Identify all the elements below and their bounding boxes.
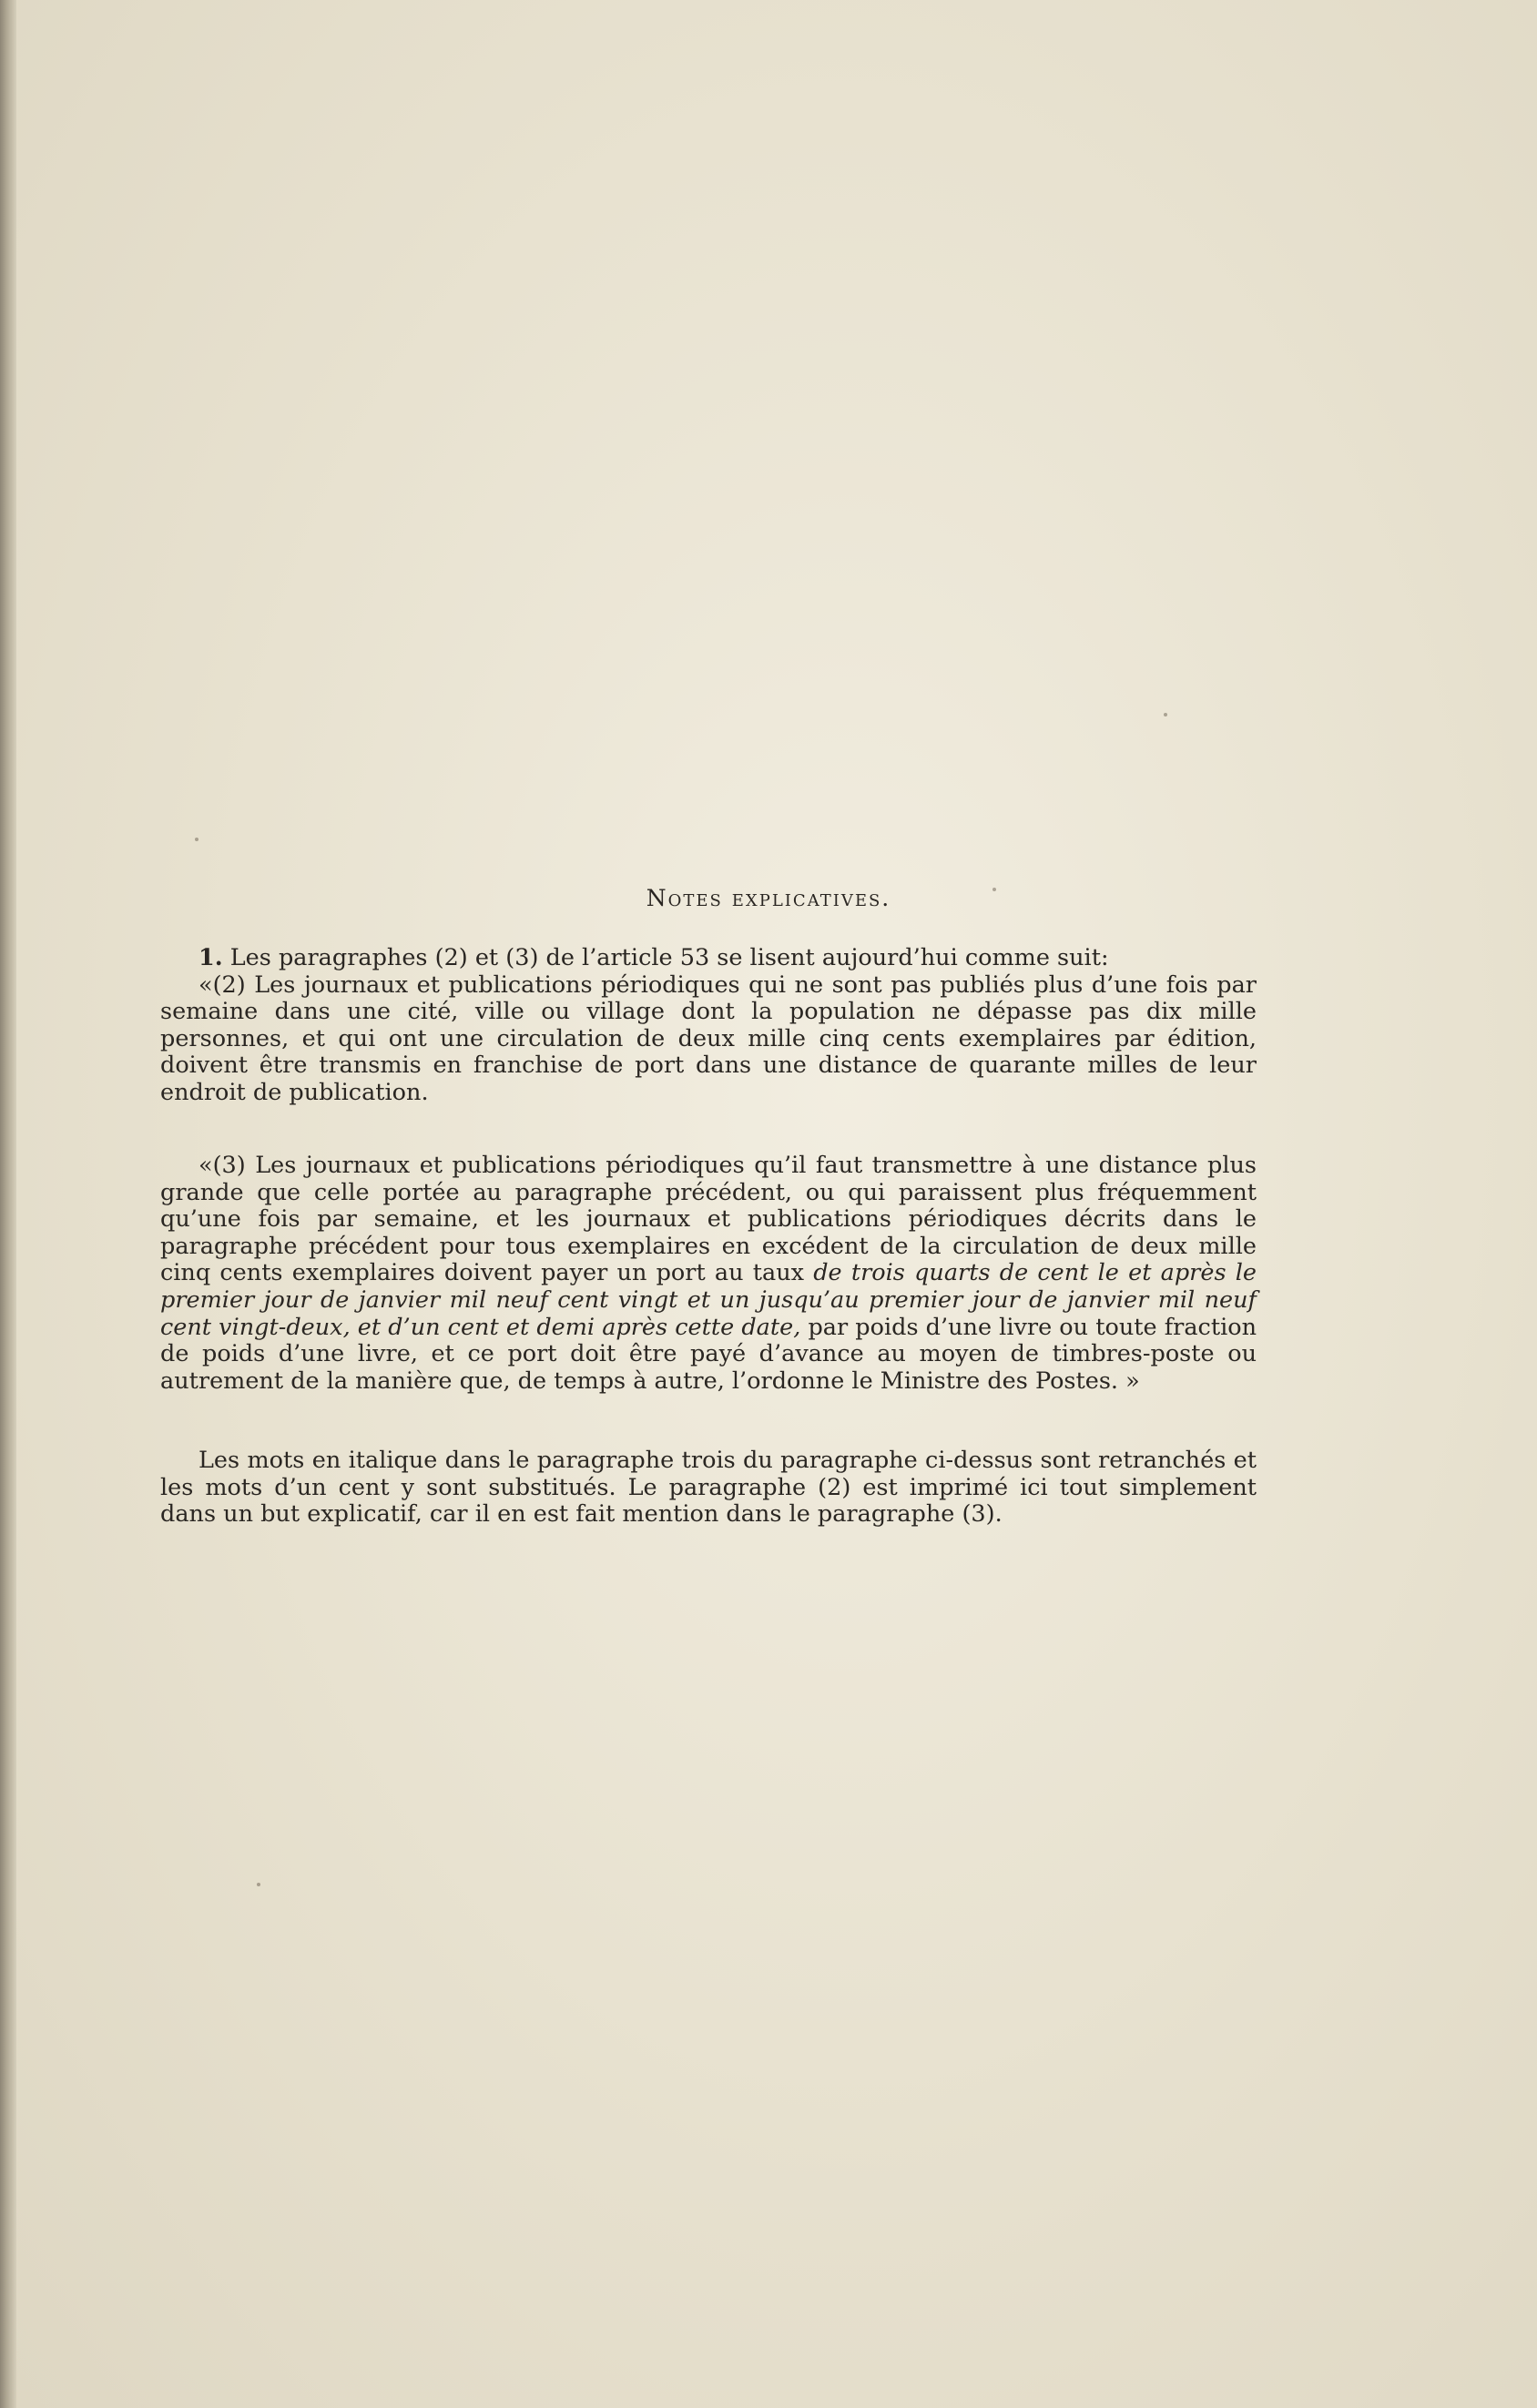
binding-edge <box>0 0 16 2408</box>
paper-speck <box>1164 713 1167 716</box>
paragraph-2-text-before: «(3) Les journaux et publications périodiques qu’il faut transmettre à une distance plus grande que celle portée au paragraphe précédent, ou qui paraissent plus fréquemment qu’une fois par semaine, et les journaux et publications périodiques décrits dans le paragraphe précédent pour tous exemplaires en excédent de la circulation de deux mille cinq cents exemplaires doivent payer un port au taux <box>160 1152 1257 1287</box>
paragraph-2 <box>160 1153 1257 1395</box>
paragraph-1-intro <box>160 945 1257 972</box>
paper-speck <box>257 1883 260 1886</box>
paragraph-2-text-after: par poids d’une livre ou toute fraction de poids d’une livre, et ce port doit être payé d’avance au moyen de timbres-poste ou autrement de la manière que, de temps à autre, l’ordonne le Ministre des Postes. » <box>160 1313 1257 1395</box>
paragraph-3 <box>160 1448 1257 1529</box>
paragraph-1 <box>160 945 1257 1107</box>
paragraph-2-italic-text: de trois quarts de cent le et après le premier jour de janvier mil neuf cent vingt et un jusqu’au premier jour de janvier mil neuf cent vingt-deux, et d’un cent et demi après cette date, <box>160 1259 1257 1341</box>
paragraph-3-text: Les mots en italique dans le paragraphe trois du paragraphe ci-dessus sont retranchés et les mots d’un cent y sont substitués. Le paragraphe (2) est imprimé ici tout simplement dans un but explicatif, car il en est fait mention dans le paragraphe (3). <box>160 1447 1257 1529</box>
paragraph-1-quote: «(2) Les journaux et publications périodiques qui ne sont pas publiés plus d’une fois par semaine dans une cité, ville ou village dont la population ne dépasse pas dix mille personnes, et qui ont une circulation de deux mille cinq cents exemplaires par édition, doivent être transmis en franchise de port dans une distance de quarante milles de leur endroit de publication. <box>160 970 1257 1106</box>
paragraph-number: 1. <box>198 944 223 971</box>
paragraph-1-intro-text: Les paragraphes (2) et (3) de l’article 53 se lisent aujourd’hui comme suit: <box>229 944 1109 971</box>
notes-heading: Notes explicatives. <box>646 885 891 911</box>
paper-speck <box>992 888 996 891</box>
paper-speck <box>195 838 198 841</box>
